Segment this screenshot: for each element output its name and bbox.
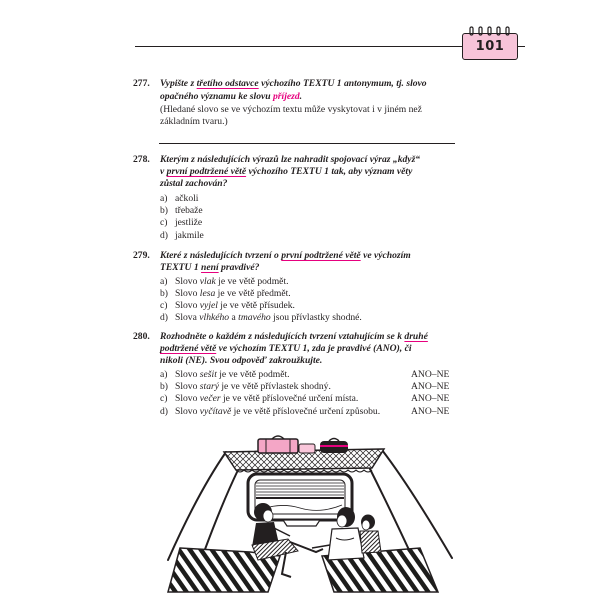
option-text: jakmile xyxy=(175,230,204,241)
question-prompt-line: Kterým z následujících výrazů lze nahradit spojovací výraz „když“ xyxy=(160,154,421,165)
question-prompt-line: nikoli (NE). Svou odpověď zakroužkujte. xyxy=(160,355,323,366)
question-note-line: základním tvaru.) xyxy=(160,116,228,127)
option-letter: c) xyxy=(160,393,168,404)
option-text: a xyxy=(229,312,239,323)
answer-option xyxy=(160,205,460,217)
option-keyword: sešit xyxy=(199,369,217,380)
answer-option xyxy=(160,217,460,229)
option-letter: d) xyxy=(160,230,168,241)
prompt-text: výchozího TEXTU 1 antonymum, tj. slovo xyxy=(258,78,427,89)
prompt-text: Vypište z xyxy=(160,78,197,89)
question-number: 278. xyxy=(133,154,150,165)
option-text: jsou přívlastky shodné. xyxy=(270,312,362,323)
option-text: je ve větě přívlastek shodný. xyxy=(218,381,331,392)
option-keyword: starý xyxy=(199,381,219,392)
option-text: Slovo xyxy=(175,406,200,417)
prompt-text: výchozího TEXTU 1 tak, aby význam věty xyxy=(246,166,413,177)
answer-option xyxy=(160,381,460,393)
hatbox xyxy=(320,439,348,454)
question-prompt-line xyxy=(160,331,428,343)
window-table xyxy=(283,520,320,526)
option-letter: b) xyxy=(160,205,168,216)
yes-no-choice: ANO–NE xyxy=(411,369,450,380)
seated-child xyxy=(360,515,381,554)
text-reference: první podtržené větě xyxy=(166,166,247,177)
option-text: Slova xyxy=(175,312,200,323)
answer-option xyxy=(160,369,460,381)
answer-option xyxy=(160,193,460,205)
option-keyword: vyjel xyxy=(199,300,218,311)
option-keyword: večer xyxy=(199,393,221,404)
option-keyword: tmavého xyxy=(238,312,271,323)
option-text: je ve větě podmět. xyxy=(216,369,290,380)
prompt-text: TEXTU 1 xyxy=(160,262,202,273)
question-number: 280. xyxy=(133,331,150,342)
option-text: jestliže xyxy=(175,217,203,228)
option-letter: a) xyxy=(160,276,168,287)
question-prompt-line xyxy=(160,166,412,178)
question-prompt-line xyxy=(160,343,412,355)
answer-line xyxy=(159,143,455,144)
option-letter: c) xyxy=(160,300,168,311)
option-letter: a) xyxy=(160,193,168,204)
option-text: Slovo xyxy=(175,381,200,392)
question-number: 277. xyxy=(133,78,150,89)
question-prompt-line xyxy=(160,91,302,103)
prompt-text: Rozhodněte o každém z následujících tvrzení vztahujícím se k xyxy=(160,331,405,342)
yes-no-choice: ANO–NE xyxy=(411,406,450,417)
option-text: třebaže xyxy=(175,205,203,216)
text-reference: druhé xyxy=(404,331,428,342)
option-text: je ve větě příslovečné určení způsobu. xyxy=(231,406,381,417)
option-keyword: vlhkého xyxy=(199,312,230,323)
prompt-text: ve výchozím xyxy=(360,250,411,261)
option-text: je ve větě podmět. xyxy=(215,276,289,287)
option-text: Slovo xyxy=(175,276,200,287)
pink-suitcase xyxy=(258,436,298,453)
question-prompt-line xyxy=(160,250,411,262)
question-prompt-line xyxy=(160,262,259,274)
option-text: ačkoli xyxy=(175,193,199,204)
text-reference: podtržené větě xyxy=(160,343,217,354)
text-reference: třetího odstavce xyxy=(196,78,259,89)
yes-no-choice: ANO–NE xyxy=(411,393,450,404)
prompt-text: ve výchozím TEXTU 1, zda je pravdivé (ANO), či xyxy=(216,343,412,354)
answer-option xyxy=(160,393,460,405)
option-letter: b) xyxy=(160,381,168,392)
question-note-line: (Hledané slovo se ve výchozím textu může vyskytovat i v jiném než xyxy=(160,104,422,115)
option-keyword: lesa xyxy=(199,288,216,299)
option-text: je ve větě předmět. xyxy=(215,288,291,299)
answer-option xyxy=(160,406,460,418)
option-letter: d) xyxy=(160,312,168,323)
answer-option xyxy=(160,276,460,288)
answer-option xyxy=(160,312,460,324)
small-pink-case xyxy=(299,444,315,453)
prompt-text: v xyxy=(160,166,167,177)
question-prompt-line xyxy=(160,78,427,90)
prompt-text: opačného významu ke slovu xyxy=(160,91,273,102)
question-number: 279. xyxy=(133,250,150,261)
option-text: je ve větě přísudek. xyxy=(217,300,295,311)
yes-no-choice: ANO–NE xyxy=(411,381,450,392)
page-number: 101 xyxy=(462,33,518,60)
option-text: Slovo xyxy=(175,393,200,404)
emphasized-negation: není xyxy=(201,262,219,273)
answer-option xyxy=(160,288,460,300)
option-keyword: vyčítavě xyxy=(199,406,232,417)
answer-option xyxy=(160,230,460,242)
option-text: Slovo xyxy=(175,288,200,299)
answer-option xyxy=(160,300,460,312)
notepad-rings-icon xyxy=(462,26,518,36)
train-compartment-illustration xyxy=(140,425,470,597)
option-text: je ve větě příslovečné určení místa. xyxy=(220,393,359,404)
option-letter: c) xyxy=(160,217,168,228)
prompt-text: . xyxy=(299,91,303,102)
prompt-text: Které z následujících tvrzení o xyxy=(160,250,282,261)
option-letter: d) xyxy=(160,406,168,417)
option-text: Slovo xyxy=(175,369,200,380)
option-text: Slovo xyxy=(175,300,200,311)
option-keyword: vlak xyxy=(199,276,216,287)
question-prompt-line: zůstal zachován? xyxy=(160,178,228,189)
prompt-text: pravdivé? xyxy=(218,262,260,273)
option-letter: b) xyxy=(160,288,168,299)
text-reference: první podtržené větě xyxy=(281,250,361,261)
highlighted-word: příjezd xyxy=(273,91,300,102)
option-letter: a) xyxy=(160,369,168,380)
